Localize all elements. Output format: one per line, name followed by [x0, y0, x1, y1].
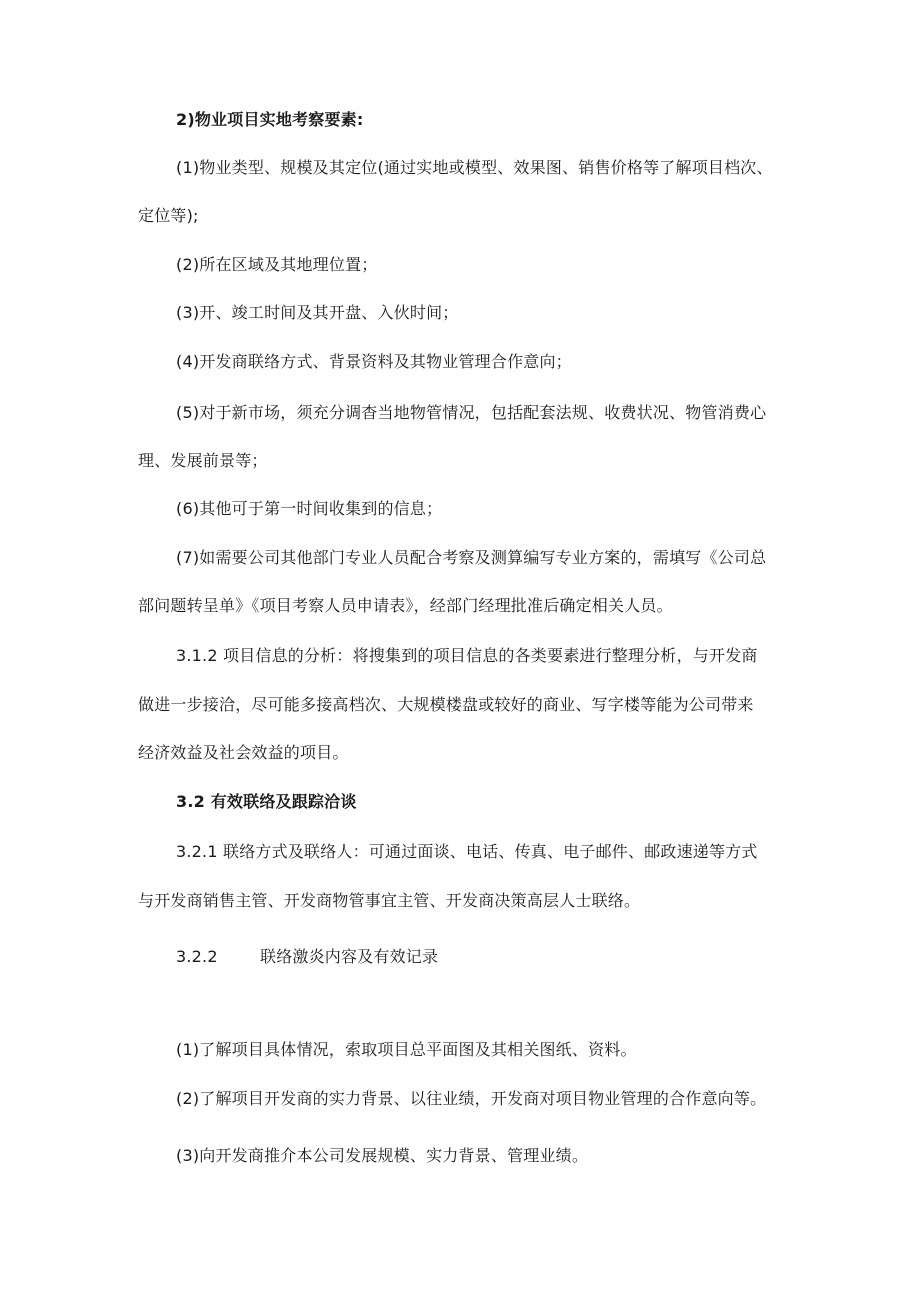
inspection-item-5-line-1: (5)对于新市场，须充分调杳当地物管情况，包括配套法规、收费状况、物管消费心 [176, 403, 767, 422]
inspection-item-2: (2)所在区域及其地理位置； [176, 255, 378, 274]
section-321-line-1: 3.2.1 联络方式及联络人：可通过面谈、电话、传真、电子邮件、邮政速递等方式 [176, 842, 758, 861]
contact-item-2: (2)了解项目开发商的实力背景、以往业绩，开发商对项目物业管理的合作意向等。 [176, 1089, 767, 1108]
inspection-item-7-line-1: (7)如需要公司其他部门专业人员配合考察及测算编写专业方案的，需填写《公司总 [176, 548, 767, 567]
inspection-item-7-line-2: 部问题转呈单》《项目考察人员申请表》，经部门经理批准后确定相关人员。 [138, 596, 673, 615]
section-322-title: 联络激炎内容及有效记录 [260, 947, 439, 966]
section-322-number: 3.2.2 [176, 947, 218, 966]
inspection-item-5-line-2: 理、发展前景等； [138, 451, 268, 470]
section-312-line-2: 做进一步接洽，尽可能多接高档次、大规模楼盘或较好的商业、写字楼等能为公司带来 [138, 695, 754, 714]
contact-item-3: (3)向开发商推介本公司发展规模、实力背景、管理业绩。 [176, 1146, 589, 1165]
inspection-item-4: (4)开发商联络方式、背景资料及其物业管理合作意向； [176, 352, 572, 371]
contact-item-1: (1)了解项目具体情况，索取项目总平面图及其相关图纸、资料。 [176, 1040, 637, 1059]
inspection-item-1-line-1: (1)物业类型、规模及其定位(通过实地或模型、效果图、销售价格等了解项目档次、 [176, 158, 773, 177]
inspection-item-6: (6)其他可于第一时间收集到的信息； [176, 499, 443, 518]
section-312-line-3: 经济效益及社会效益的项目。 [138, 743, 349, 762]
inspection-item-3: (3)开、竣工时间及其开盘、入伙时间； [176, 303, 459, 322]
section-321-line-2: 与开发商销售主管、开发商物管事宜主管、开发商决策高层人士联络。 [138, 891, 641, 910]
inspection-item-1-line-2: 定位等); [138, 206, 199, 225]
section-heading-3-2: 3.2 有效联络及跟踪洽谈 [176, 792, 357, 811]
section-heading-site-inspection: 2)物业项目实地考察要素: [176, 110, 364, 129]
section-312-line-1: 3.1.2 项目信息的分析：将搜集到的项目信息的各类要素进行整理分析，与开发商 [176, 646, 758, 665]
